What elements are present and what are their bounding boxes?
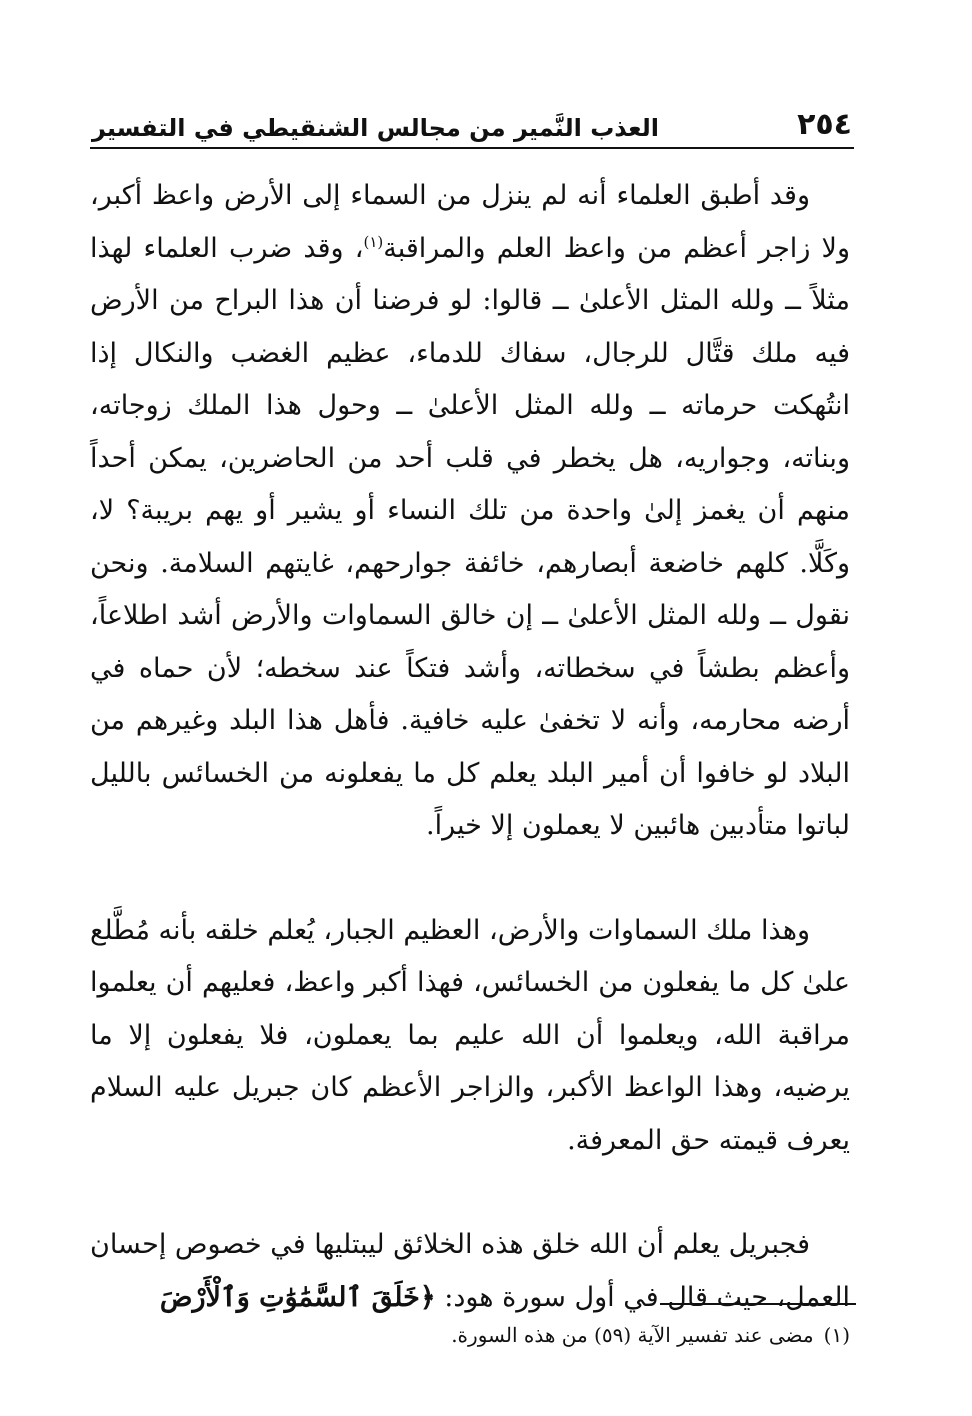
page-number: ٢٥٤ <box>797 107 852 142</box>
paragraph-3-text: فجبريل يعلم أن الله خلق هذه الخلائق ليبتليها في خصوص إحسان العمل، حيث قال في أول سورة هود: <box>90 1229 850 1313</box>
footnote-divider <box>660 1303 856 1305</box>
footnote-text: مضى عند تفسير الآية (٥٩) من هذه السورة. <box>451 1323 814 1347</box>
paragraph-1-part-a: وقد أطبق العلماء أنه لم ينزل من السماء إلى الأرض واعظ أكبر، ولا زاجر أعظم من واعظ العلم والمراقبة <box>90 180 850 264</box>
quran-verse: ﴿خَلَقَ ٱلسَّمَٰوَٰتِ وَٱلْأَرْضَ <box>159 1281 436 1313</box>
footnote-number: (١) <box>823 1323 850 1347</box>
footnote <box>90 1320 850 1350</box>
running-title: العذب النَّمير من مجالس الشنقيطي في التفسير <box>92 114 659 142</box>
footnote-reference[interactable]: (١) <box>363 232 384 251</box>
page-header <box>92 96 852 140</box>
paragraph-1 <box>90 170 850 853</box>
paragraph-3 <box>90 1219 850 1324</box>
paragraph-2: وهذا ملك السماوات والأرض، العظيم الجبار، يُعلم خلقه بأنه مُطَّلع علىٰ كل ما يفعلون من الخسائس، فهذا أكبر واعظ، فعليهم أن يعلموا مراقبة الله، ويعلموا أن الله عليم بما يعملون، فلا يفعلون إلا ما يرضيه، وهذا الواعظ الأكبر، والزاجر الأعظم كان جبريل عليه السلام يعرف قيمته حق المعرفة. <box>90 914 850 1156</box>
paragraph-1-part-b: ، وقد ضرب العلماء لهذا مثلاً ــ ولله المثل الأعلىٰ ــ قالوا: لو فرضنا أن هذا البراح من الأرض فيه ملك قتَّال للرجال، سفاك للدماء، عظيم الغضب والنكال إذا انتُهكت حرماته ــ ولله المثل الأعلىٰ ــ وحول هذا الملك زوجاته، وبناته، وجواريه، هل يخطر في قلب أحد من الحاضرين، يمكن أحداً منهم أن يغمز إلىٰ واحدة من تلك النساء أو يشير أو يهم بريبة؟ لا، وكَلَّا. كلهم خاضعة أبصارهم، خائفة جوارحهم، غايتهم السلامة. ونحن نقول ــ ولله المثل الأعلىٰ ــ إن خالق السماوات والأرض أشد اطلاعاً، وأعظم بطشاً في سخطاته، وأشد فتكاً عند سخطه؛ لأن حماه في أرضه محارمه، وأنه لا تخفىٰ عليه خافية. فأهل هذا البلد وغيرهم من البلاد لو خافوا أن أمير البلد يعلم كل ما يفعلونه من الخسائس بالليل لباتوا متأدبين هائبين لا يعملون إلا خيراً. <box>90 232 850 841</box>
body-text <box>90 170 850 1324</box>
header-divider <box>90 147 854 149</box>
